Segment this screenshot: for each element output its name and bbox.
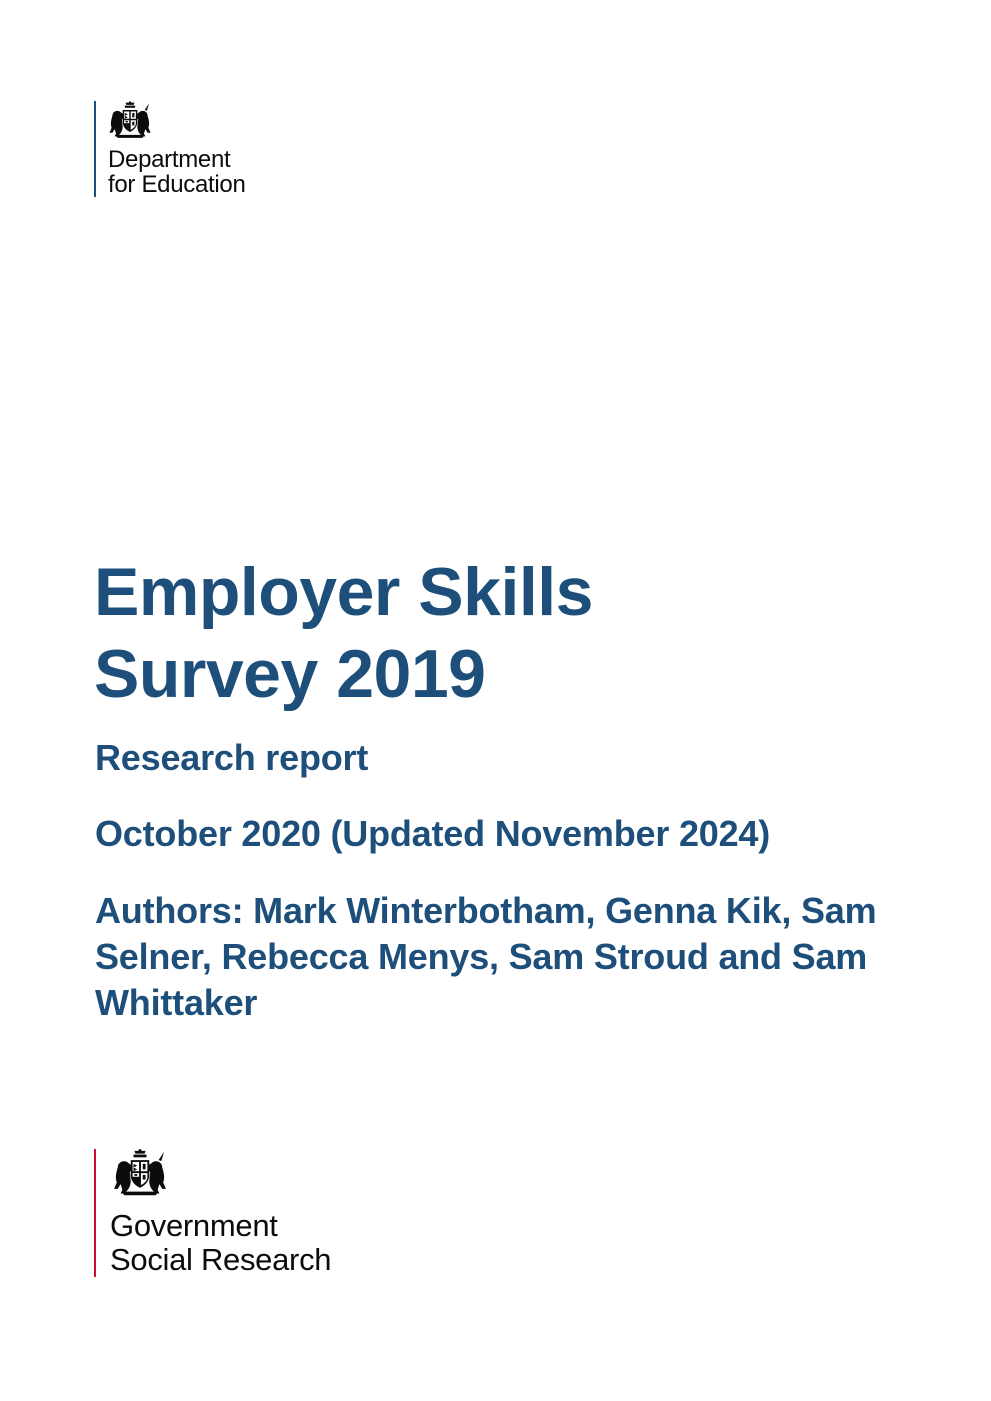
authors: Authors: Mark Winterbotham, Genna Kik, Sam Selner, Rebecca Menys, Sam Stroud and Sam Whittaker <box>95 890 877 1023</box>
title-line2: Survey 2019 <box>94 636 486 712</box>
royal-coat-of-arms-icon <box>108 101 152 141</box>
dfe-logo <box>94 101 246 197</box>
royal-coat-of-arms-icon <box>110 1149 170 1199</box>
title-line1: Employer Skills <box>94 554 593 630</box>
gsr-logo-line2: Social Research <box>110 1242 332 1277</box>
report-date: October 2020 (Updated November 2024) <box>95 813 771 854</box>
dfe-logo-line2: for Education <box>108 171 246 198</box>
gsr-logo-line1: Government <box>110 1208 278 1243</box>
page-title <box>94 551 894 715</box>
dfe-logo-line1: Department <box>108 146 231 173</box>
gsr-logo <box>94 1149 331 1277</box>
report-type: Research report <box>95 737 369 778</box>
